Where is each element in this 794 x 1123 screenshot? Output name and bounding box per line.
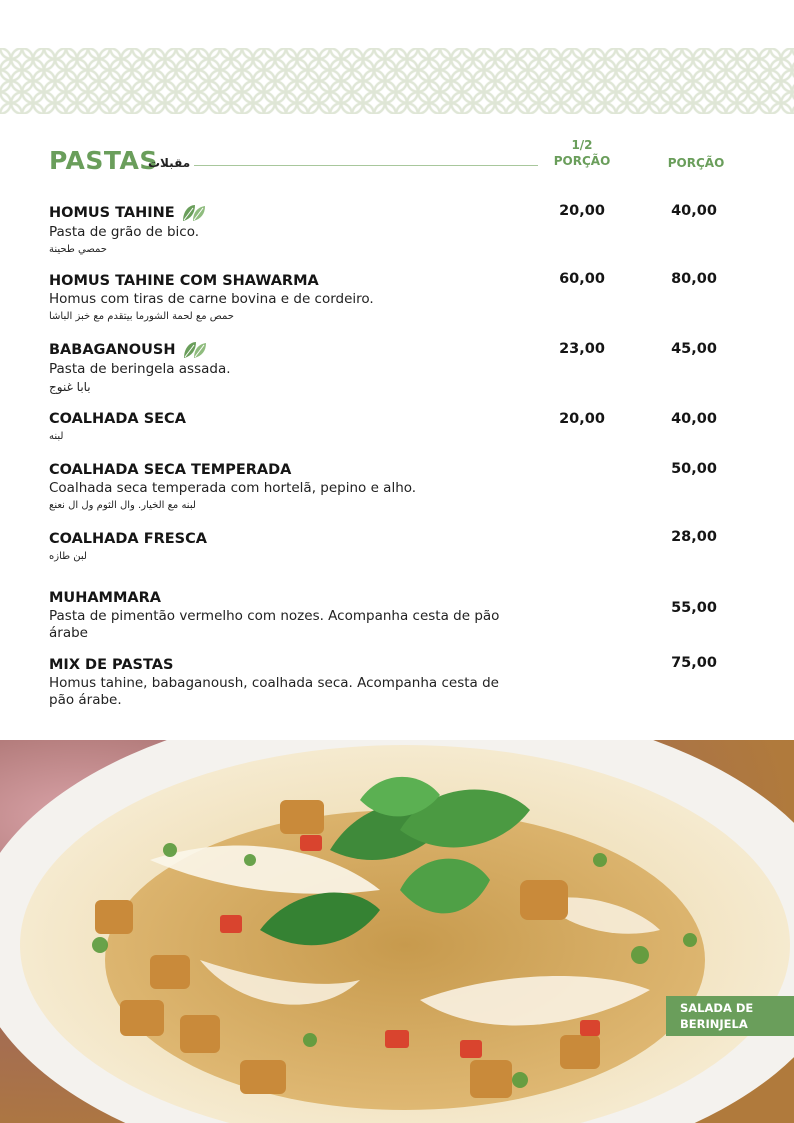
menu-item-description: Homus com tiras de carne bovina e de cordeiro. xyxy=(49,291,374,307)
price-half-portion: 20,00 xyxy=(559,203,605,219)
menu-item xyxy=(49,654,519,709)
price-half-portion: 60,00 xyxy=(559,271,605,287)
menu-item-arabic: حمص مع لحمة الشورما بيتقدم مع خبز الباشا xyxy=(49,311,234,322)
menu-item-name: COALHADA SECA xyxy=(49,411,186,427)
photo-caption-line1: SALADA DE xyxy=(680,1001,754,1015)
price-full-portion: 75,00 xyxy=(671,655,717,671)
menu-item-name: COALHADA SECA TEMPERADA xyxy=(49,462,292,478)
menu-item-description: Pasta de beringela assada. xyxy=(49,361,231,377)
leaf-icon xyxy=(181,203,207,223)
menu-item-description: Homus tahine, babaganoush, coalhada seca. Acompanha cesta de pão árabe. xyxy=(49,675,499,708)
menu-item-name: BABAGANOUSH xyxy=(49,342,176,358)
price-half-portion: 23,00 xyxy=(559,341,605,357)
menu-item xyxy=(49,202,519,257)
column-header-half-portion xyxy=(546,137,618,169)
price-full-portion: 28,00 xyxy=(671,529,717,545)
price-full-portion: 45,00 xyxy=(671,341,717,357)
menu-item-arabic: لبنه مع الخيار. وال الثوم ول ال نعنع xyxy=(49,500,196,511)
menu-item-name-row xyxy=(49,203,207,223)
menu-item-description: Pasta de grão de bico. xyxy=(49,224,200,240)
menu-item xyxy=(49,587,519,642)
menu-item xyxy=(49,339,519,394)
title-divider xyxy=(194,165,538,166)
column-header-half-label: PORÇÃO xyxy=(553,154,611,168)
menu-item xyxy=(49,408,519,444)
menu-item-arabic: حمصي طحينة xyxy=(49,244,107,255)
price-full-portion: 40,00 xyxy=(671,203,717,219)
price-full-portion: 40,00 xyxy=(671,411,717,427)
price-half-portion: 20,00 xyxy=(559,411,605,427)
hummus-plate-illustration xyxy=(0,740,794,1123)
menu-item xyxy=(49,459,519,513)
menu-item-arabic: لبنه xyxy=(49,431,64,442)
menu-item-name: COALHADA FRESCA xyxy=(49,531,207,547)
menu-item-description: Pasta de pimentão vermelho com nozes. Acompanha cesta de pão árabe xyxy=(49,608,500,641)
leaf-icon xyxy=(182,340,208,360)
menu-item-name: HOMUS TAHINE COM SHAWARMA xyxy=(49,273,319,289)
column-header-full-portion: PORÇÃO xyxy=(667,156,725,170)
menu-item-name: MUHAMMARA xyxy=(49,590,162,606)
photo-caption-badge xyxy=(666,996,794,1036)
decorative-pattern-band xyxy=(0,48,794,114)
menu-item-arabic: لبن طازه xyxy=(49,551,87,562)
food-photo xyxy=(0,740,794,1123)
price-full-portion: 55,00 xyxy=(671,600,717,616)
menu-item xyxy=(49,270,519,324)
menu-item-name: MIX DE PASTAS xyxy=(49,657,174,673)
menu-item xyxy=(49,528,519,564)
menu-item-name: HOMUS TAHINE xyxy=(49,205,175,221)
menu-item-arabic: بابا غنوج xyxy=(49,380,91,394)
column-header-half-fraction: 1/2 xyxy=(571,138,593,152)
menu-item-description: Coalhada seca temperada com hortelã, pepino e alho. xyxy=(49,480,417,496)
photo-caption-line2: BERINJELA xyxy=(680,1017,748,1031)
section-title: PASTAS xyxy=(49,146,158,175)
price-full-portion: 80,00 xyxy=(671,271,717,287)
price-full-portion: 50,00 xyxy=(671,461,717,477)
menu-item-name-row xyxy=(49,340,208,360)
section-title-arabic: مقبلات xyxy=(148,156,191,170)
